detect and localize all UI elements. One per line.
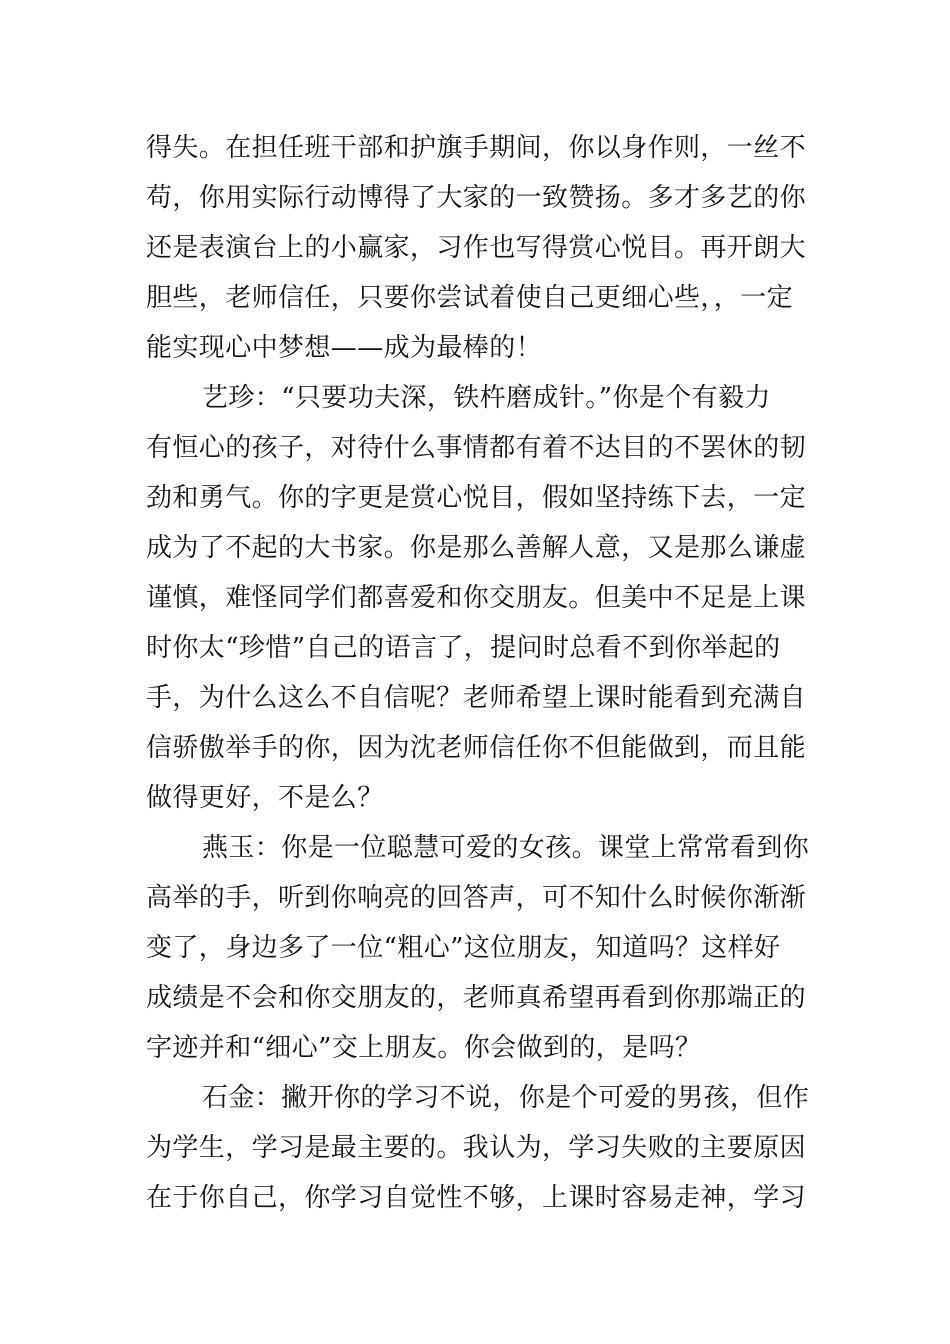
- text-line: 苟，你用实际行动博得了大家的一致赞扬。多才多艺的你: [146, 183, 807, 213]
- text-line: 手，为什么这么不自信呢？老师希望上课时能看到充满自: [146, 683, 807, 713]
- text-line: 谨慎，难怪同学们都喜爱和你交朋友。但美中不足是上课: [146, 583, 807, 613]
- text-line: 在于你自己，你学习自觉性不够，上课时容易走神，学习: [146, 1183, 807, 1213]
- text-line: 能实现心中梦想——成为最棒的！: [146, 333, 543, 363]
- text-line: 做得更好，不是么？: [146, 783, 384, 813]
- text-line: 石金：撇开你的学习不说，你是个可爱的男孩，但作: [202, 1083, 810, 1113]
- text-line: 成为了不起的大书家。你是那么善解人意，又是那么谦虚: [146, 533, 807, 563]
- paragraph-yizhen: [146, 373, 808, 823]
- text-line: 胆些，老师信任，只要你尝试着使自己更细心些，，一定: [146, 283, 794, 313]
- text-line: 还是表演台上的小赢家，习作也写得赏心悦目。再开朗大: [146, 233, 807, 263]
- text-line: 高举的手，听到你响亮的回答声，可不知什么时候你渐渐: [146, 883, 807, 913]
- text-line: 字迹并和“细心”交上朋友。你会做到的，是吗？: [146, 1033, 702, 1063]
- text-line: 时你太“珍惜”自己的语言了，提问时总看不到你举起的: [146, 633, 781, 663]
- text-line: 得失。在担任班干部和护旗手期间，你以身作则，一丝不: [146, 133, 807, 163]
- text-line: 有恒心的孩子，对待什么事情都有着不达目的不罢休的韧: [146, 433, 807, 463]
- paragraph-shijin: [146, 1073, 808, 1223]
- text-line: 燕玉：你是一位聪慧可爱的女孩。课堂上常常看到你: [202, 833, 810, 863]
- document-page: [146, 123, 808, 1223]
- text-line: 信骄傲举手的你，因为沈老师信任你不但能做到，而且能: [146, 733, 807, 763]
- paragraph-continuation: [146, 123, 808, 373]
- text-line: 变了，身边多了一位“粗心”这位朋友，知道吗？这样好: [146, 933, 781, 963]
- text-line: 艺珍：“只要功夫深，铁杵磨成针。”你是个有毅力: [202, 383, 771, 413]
- text-line: 成绩是不会和你交朋友的，老师真希望再看到你那端正的: [146, 983, 807, 1013]
- text-line: 劲和勇气。你的字更是赏心悦目，假如坚持练下去，一定: [146, 483, 807, 513]
- paragraph-yanyu: [146, 823, 808, 1073]
- text-line: 为学生，学习是最主要的。我认为，学习失败的主要原因: [146, 1133, 807, 1163]
